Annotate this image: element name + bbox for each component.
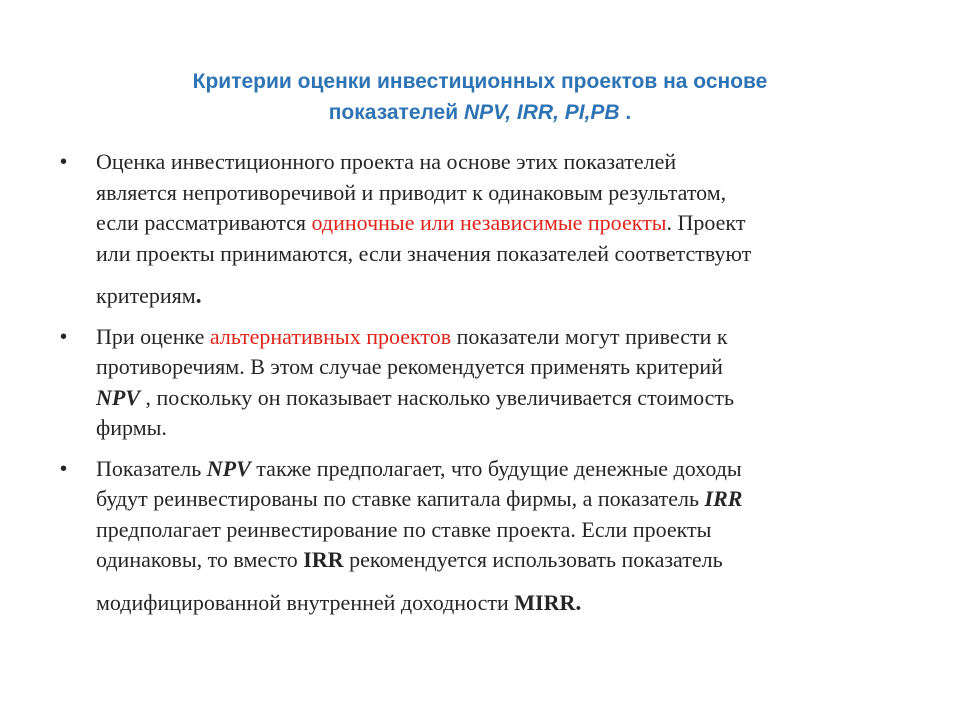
term-npv: NPV bbox=[96, 384, 140, 410]
term-npv: NPV bbox=[206, 455, 251, 481]
bullet-2-text: , поскольку он показывает насколько увеличивается стоимость bbox=[140, 384, 735, 410]
bullet-2-line-2: противоречиям. В этом случае рекомендуется применять критерий bbox=[96, 354, 723, 379]
slide-title-prefix: показателей bbox=[328, 101, 464, 124]
slide-title bbox=[60, 66, 900, 128]
bullet-item-3 bbox=[60, 454, 900, 619]
bullet-3-text: будут реинвестированы по ставке капитала фирмы, а показатель bbox=[96, 486, 705, 511]
bullet-1-period: . bbox=[195, 283, 202, 309]
bullet-1-line-2: является непротиворечивой и приводит к одинаковым результатом, bbox=[96, 179, 727, 205]
bullet-3-text: модифицированной внутренней доходности bbox=[96, 589, 515, 615]
bullet-1-line-5 bbox=[96, 281, 900, 312]
bullet-1-line-4: или проекты принимаются, если значения показателей соответствуют bbox=[96, 240, 752, 266]
bullet-2-line-3 bbox=[96, 383, 900, 414]
bullet-1-text: . Проект bbox=[666, 210, 746, 235]
bullet-1-line-3 bbox=[96, 208, 900, 239]
bullet-3-line-4 bbox=[96, 545, 900, 576]
slide-title-line-1: Критерии оценки инвестиционных проектов на основе bbox=[192, 70, 768, 93]
term-irr: IRR bbox=[704, 486, 743, 511]
bullet-item-2 bbox=[60, 322, 900, 444]
bullet-3-line-1 bbox=[96, 454, 900, 485]
bullet-list bbox=[60, 147, 900, 618]
bullet-marker: • bbox=[60, 151, 68, 173]
bullet-3-period: . bbox=[575, 589, 582, 616]
bullet-2-text: При оценке bbox=[96, 323, 210, 349]
term-irr: IRR bbox=[303, 547, 344, 572]
bullet-marker: • bbox=[60, 325, 68, 348]
bullet-3-line-5 bbox=[96, 588, 900, 619]
bullet-1-line-1: Оценка инвестиционного проекта на основе этих показателей bbox=[96, 149, 677, 174]
bullet-2-text: показатели могут привести к bbox=[451, 323, 728, 349]
bullet-item-1 bbox=[60, 147, 900, 312]
bullet-3-line-3: предполагает реинвестирование по ставке проекта. Если проекты bbox=[96, 516, 712, 542]
bullet-3-text: рекомендуется использовать показатель bbox=[343, 547, 723, 572]
bullet-2-line-1 bbox=[96, 322, 900, 353]
slide-title-suffix: . bbox=[619, 101, 632, 124]
highlight-alternative-projects: альтернативных проектов bbox=[209, 323, 452, 349]
bullet-marker: • bbox=[60, 457, 68, 480]
bullet-2-line-4: фирмы. bbox=[96, 415, 167, 440]
highlight-single-projects: одиночные или независимые проекты bbox=[311, 210, 667, 235]
bullet-1-text: если рассматриваются bbox=[96, 210, 312, 235]
bullet-3-text: Показатель bbox=[96, 455, 207, 481]
bullet-3-text: одинаковы, то вместо bbox=[96, 547, 304, 572]
slide-title-line-2 bbox=[60, 97, 900, 128]
term-mirr: MIRR bbox=[514, 589, 576, 615]
bullet-3-text: также предполагает, что будущие денежные доходы bbox=[250, 455, 742, 481]
slide-title-indicators: NPV, IRR, PI,PB bbox=[463, 101, 620, 124]
bullet-3-line-2 bbox=[96, 484, 900, 515]
bullet-1-text: критериям bbox=[96, 283, 196, 308]
